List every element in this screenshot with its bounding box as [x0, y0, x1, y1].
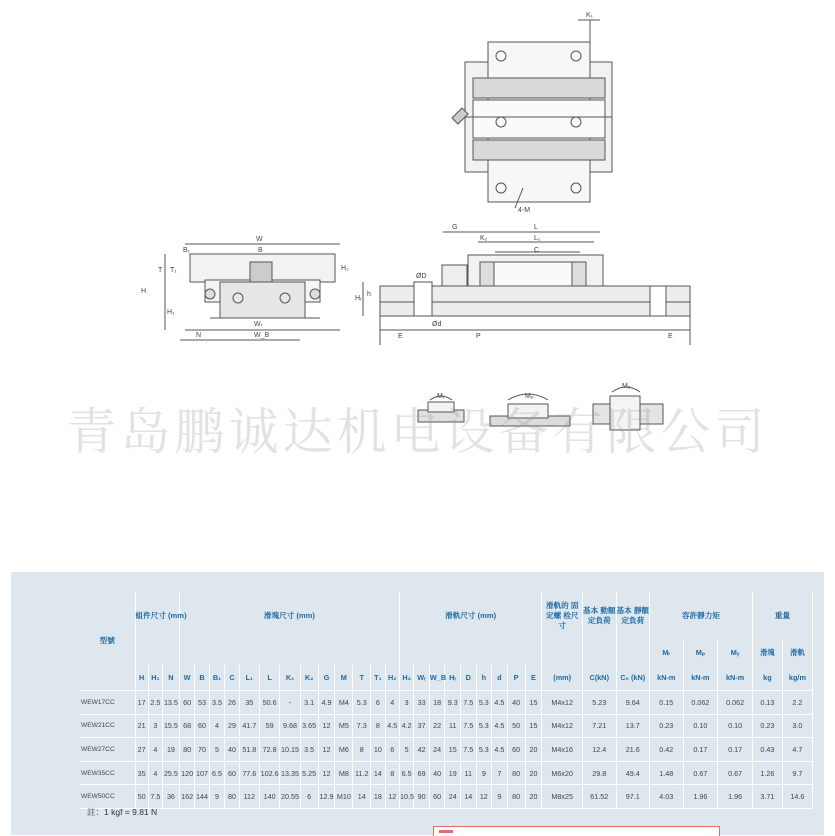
table-cell: 6 — [385, 738, 399, 762]
header-rail: 滑軌尺寸 (mm) — [400, 592, 542, 640]
table-cell: 20.55 — [280, 785, 300, 809]
table-cell: 2.2 — [782, 691, 812, 715]
table-cell: 60 — [179, 691, 195, 715]
model-cell: WEW27CC — [80, 738, 135, 762]
table-cell: 42 — [414, 738, 430, 762]
table-cell: 3 — [400, 691, 414, 715]
header-model: 型號 — [80, 592, 135, 691]
table-cell: 15 — [525, 714, 542, 738]
watermark: 青岛鹏诚达机电设备有限公司 — [66, 403, 769, 461]
table-cell: 11 — [445, 714, 461, 738]
table-cell: 5.3 — [476, 714, 492, 738]
col-header: K₁ — [280, 665, 300, 691]
table-cell: 14 — [353, 785, 371, 809]
table-cell: 77.6 — [239, 761, 259, 785]
label-k1: K₁ — [586, 12, 594, 19]
table-cell: 90 — [414, 785, 430, 809]
label-w: W — [256, 236, 263, 243]
table-cell: 144 — [195, 785, 209, 809]
table-cell: 1.96 — [683, 785, 718, 809]
table-cell: 12 — [318, 761, 335, 785]
table-cell: 10.15 — [280, 738, 300, 762]
col-header: L — [259, 665, 279, 691]
table-cell: 51.8 — [239, 738, 259, 762]
table-cell: 1.96 — [718, 785, 753, 809]
table-cell: 72.8 — [259, 738, 279, 762]
header-stat: 基本 靜額 定負荷 — [616, 592, 650, 640]
label-h: H — [141, 288, 147, 295]
col-header: E — [525, 665, 542, 691]
table-cell: 0.13 — [752, 691, 782, 715]
table-cell: 41.7 — [239, 714, 259, 738]
table-cell: 7.21 — [583, 714, 617, 738]
unit-block-weight: kg — [752, 665, 782, 691]
table-cell: 4.5 — [492, 691, 508, 715]
label-od: ØD — [416, 273, 427, 280]
header-block-weight: 滑塊 — [752, 640, 782, 665]
table-cell: 40 — [429, 761, 445, 785]
table-cell: 8 — [385, 761, 399, 785]
table-cell: 14 — [371, 761, 385, 785]
header-my: Mᵧ — [718, 640, 753, 665]
spec-panel — [11, 572, 824, 835]
table-cell: 12 — [318, 738, 335, 762]
label-h1: H₁ — [167, 309, 175, 316]
table-cell: 80 — [225, 785, 239, 809]
table-cell: 5.3 — [353, 691, 371, 715]
table-cell: 7.5 — [461, 691, 477, 715]
unit-my: kN-m — [718, 665, 753, 691]
label-my: Mᵧ — [622, 383, 631, 390]
label-hole-note: 4-M — [518, 207, 531, 214]
table-cell: 6.5 — [400, 761, 414, 785]
label-hr: Hᵣ — [355, 295, 362, 302]
col-header: d — [492, 665, 508, 691]
top-view-block — [452, 20, 612, 208]
col-header: B — [195, 665, 209, 691]
col-header: H — [135, 665, 148, 691]
table-cell: 4 — [385, 691, 399, 715]
unit-mp: kN-m — [683, 665, 718, 691]
unit-c: C(kN) — [583, 665, 617, 691]
table-cell: 13.35 — [280, 761, 300, 785]
unit-mr: kN-m — [650, 665, 684, 691]
table-cell: 3 — [148, 714, 162, 738]
table-cell: 1.26 — [752, 761, 782, 785]
table-cell: 60 — [507, 738, 525, 762]
table-cell: 0.062 — [683, 691, 718, 715]
spec-body — [80, 691, 813, 809]
table-cell: 0.17 — [718, 738, 753, 762]
col-header: G — [318, 665, 335, 691]
table-cell: 33 — [414, 691, 430, 715]
col-header: L₁ — [239, 665, 259, 691]
table-row — [80, 761, 813, 785]
table-cell: 0.23 — [650, 714, 684, 738]
table-cell: 11.2 — [353, 761, 371, 785]
table-cell: 21 — [135, 714, 148, 738]
table-cell: 29.8 — [583, 761, 617, 785]
table-row — [80, 714, 813, 738]
unit-bolt: (mm) — [542, 665, 583, 691]
table-cell: 4.5 — [492, 714, 508, 738]
table-cell: 0.67 — [718, 761, 753, 785]
header-moment: 容許靜力矩 — [650, 592, 753, 640]
table-cell: M4 — [335, 691, 353, 715]
model-cell: WEW17CC — [80, 691, 135, 715]
table-cell: 12 — [318, 714, 335, 738]
side-view — [363, 232, 690, 345]
col-header: P — [507, 665, 525, 691]
table-cell: 12.9 — [318, 785, 335, 809]
header-mr: Mᵣ — [650, 640, 684, 665]
col-header: K₂ — [300, 665, 318, 691]
table-cell: 3.5 — [209, 691, 225, 715]
table-cell: 50 — [507, 714, 525, 738]
table-cell: 60 — [195, 714, 209, 738]
table-cell: 20 — [525, 785, 542, 809]
col-header: C — [225, 665, 239, 691]
table-cell: 5 — [209, 738, 225, 762]
table-cell: 3.5 — [300, 738, 318, 762]
table-cell: 4 — [148, 761, 162, 785]
table-cell: 80 — [179, 738, 195, 762]
table-cell: 4.9 — [318, 691, 335, 715]
table-cell: 18 — [429, 691, 445, 715]
label-b: B — [258, 247, 263, 254]
table-cell: 24 — [445, 785, 461, 809]
model-cell: WEW35CC — [80, 761, 135, 785]
table-cell: 13.7 — [616, 714, 650, 738]
table-cell: 14.6 — [782, 785, 812, 809]
table-cell: 68 — [179, 714, 195, 738]
table-cell: 12 — [385, 785, 399, 809]
table-cell: 50.6 — [259, 691, 279, 715]
table-cell: 40 — [225, 738, 239, 762]
label-t: T — [158, 267, 163, 274]
table-cell: M6 — [335, 738, 353, 762]
table-cell: 80 — [507, 785, 525, 809]
table-cell: 97.1 — [616, 785, 650, 809]
table-cell: 9.64 — [616, 691, 650, 715]
table-cell: - — [280, 691, 300, 715]
table-cell: 1.48 — [650, 761, 684, 785]
table-cell: 40 — [507, 691, 525, 715]
header-assembly: 組件尺寸 (mm) — [135, 592, 179, 640]
table-cell: 36 — [163, 785, 180, 809]
spec-table — [80, 592, 813, 809]
label-b1: B₁ — [183, 247, 191, 254]
table-cell: 4 — [148, 738, 162, 762]
table-cell: 27 — [135, 738, 148, 762]
table-cell: 102.6 — [259, 761, 279, 785]
table-cell: 61.52 — [583, 785, 617, 809]
table-cell: 5.23 — [583, 691, 617, 715]
table-cell: 3.1 — [300, 691, 318, 715]
table-cell: M4x16 — [542, 738, 583, 762]
col-header: W — [179, 665, 195, 691]
table-row — [80, 691, 813, 715]
table-cell: 49.4 — [616, 761, 650, 785]
col-header: T₁ — [371, 665, 385, 691]
table-cell: 3.71 — [752, 785, 782, 809]
table-cell: 4.5 — [492, 738, 508, 762]
table-cell: 6 — [300, 785, 318, 809]
table-cell: 5 — [400, 738, 414, 762]
table-cell: 8 — [371, 714, 385, 738]
table-cell: 7.5 — [461, 714, 477, 738]
label-k2: K₂ — [480, 235, 488, 242]
table-cell: 8 — [353, 738, 371, 762]
label-wr: Wᵣ — [254, 321, 263, 328]
table-cell: 0.43 — [752, 738, 782, 762]
label-p: P — [476, 333, 481, 340]
label-l: L — [534, 224, 538, 231]
table-cell: 10.5 — [400, 785, 414, 809]
table-cell: 107 — [195, 761, 209, 785]
header-dyn: 基本 動額 定負荷 — [583, 592, 617, 640]
unit-note: 註：1 kgf = 9.81 N — [87, 807, 158, 817]
label-c: C — [534, 247, 540, 254]
label-n: N — [196, 332, 202, 339]
table-cell: 26 — [225, 691, 239, 715]
front-view — [165, 244, 340, 340]
unit-c0: C₀ (kN) — [616, 665, 650, 691]
table-cell: 20 — [525, 761, 542, 785]
table-cell: 0.67 — [683, 761, 718, 785]
table-cell: 13.5 — [163, 691, 180, 715]
table-cell: 12 — [476, 785, 492, 809]
table-cell: 6.5 — [209, 761, 225, 785]
table-cell: 25.5 — [163, 761, 180, 785]
header-weight: 重量 — [752, 592, 812, 640]
col-header: Wᵣ — [414, 665, 430, 691]
table-cell: 50 — [135, 785, 148, 809]
table-cell: 9.3 — [445, 691, 461, 715]
table-cell: 69 — [414, 761, 430, 785]
table-cell: 9.68 — [280, 714, 300, 738]
label-g: G — [452, 224, 458, 231]
table-cell: 7.3 — [353, 714, 371, 738]
table-cell: M5 — [335, 714, 353, 738]
col-header: h — [476, 665, 492, 691]
col-header: M — [335, 665, 353, 691]
col-header: D — [461, 665, 477, 691]
table-cell: 3.0 — [782, 714, 812, 738]
header-mp: Mₚ — [683, 640, 718, 665]
table-cell: 19 — [163, 738, 180, 762]
table-cell: 162 — [179, 785, 195, 809]
table-cell: 0.17 — [683, 738, 718, 762]
table-cell: M6x20 — [542, 761, 583, 785]
table-cell: M8x25 — [542, 785, 583, 809]
table-cell: 9.7 — [782, 761, 812, 785]
header-rail-weight: 滑軌 — [782, 640, 812, 665]
table-cell: 3.65 — [300, 714, 318, 738]
table-cell: 7 — [492, 761, 508, 785]
label-wb: W_B — [254, 332, 270, 339]
table-cell: 0.15 — [650, 691, 684, 715]
label-d: Ød — [432, 321, 442, 328]
header-block: 滑塊尺寸 (mm) — [179, 592, 399, 640]
col-header: Hᵣ — [445, 665, 461, 691]
table-cell: 21.6 — [616, 738, 650, 762]
model-cell: WEW50CC — [80, 785, 135, 809]
label-mp: Mₚ — [525, 393, 534, 400]
label-h2: H₂ — [341, 265, 349, 272]
table-cell: 4.7 — [782, 738, 812, 762]
table-cell: 5.3 — [476, 738, 492, 762]
table-cell: 22 — [429, 714, 445, 738]
table-cell: 4.2 — [400, 714, 414, 738]
table-cell: 5.3 — [476, 691, 492, 715]
label-e2: E — [668, 333, 673, 340]
logo-strip — [433, 826, 720, 836]
col-header: H₁ — [148, 665, 162, 691]
table-cell: 24 — [429, 738, 445, 762]
table-cell: 12.4 — [583, 738, 617, 762]
logo-mark — [439, 830, 453, 833]
table-cell: 5.25 — [300, 761, 318, 785]
table-cell: 7.5 — [461, 738, 477, 762]
table-cell: 53 — [195, 691, 209, 715]
table-cell: 17 — [135, 691, 148, 715]
table-cell: 60 — [429, 785, 445, 809]
label-hh: h — [367, 291, 371, 298]
table-cell: 20 — [525, 738, 542, 762]
table-cell: 35 — [135, 761, 148, 785]
table-cell: 18 — [371, 785, 385, 809]
col-header: H₂ — [385, 665, 399, 691]
table-cell: 70 — [195, 738, 209, 762]
table-cell: 59 — [259, 714, 279, 738]
table-cell: 9 — [476, 761, 492, 785]
label-l1: L₁ — [534, 235, 541, 242]
table-cell: 80 — [507, 761, 525, 785]
table-cell: M8 — [335, 761, 353, 785]
table-cell: 9 — [209, 785, 225, 809]
table-row — [80, 785, 813, 809]
table-cell: 2.5 — [148, 691, 162, 715]
table-cell: M4x12 — [542, 691, 583, 715]
table-cell: M10 — [335, 785, 353, 809]
table-cell: 0.10 — [718, 714, 753, 738]
col-header: W_B — [429, 665, 445, 691]
col-header: B₁ — [209, 665, 225, 691]
table-row — [80, 738, 813, 762]
table-cell: 15 — [525, 691, 542, 715]
table-cell: 140 — [259, 785, 279, 809]
table-cell: 112 — [239, 785, 259, 809]
table-cell: 35 — [239, 691, 259, 715]
table-cell: 15 — [445, 738, 461, 762]
table-cell: 6 — [371, 691, 385, 715]
table-cell: 10 — [371, 738, 385, 762]
table-cell: 4.03 — [650, 785, 684, 809]
table-cell: 7.5 — [148, 785, 162, 809]
label-mr: Mᵣ — [437, 393, 445, 400]
label-e: E — [398, 333, 403, 340]
table-cell: 4 — [209, 714, 225, 738]
col-header: T — [353, 665, 371, 691]
label-t1: T₁ — [170, 267, 177, 274]
table-cell: 11 — [461, 761, 477, 785]
header-bolt: 滑軌的 固定螺 栓尺寸 — [542, 592, 583, 640]
unit-rail-weight: kg/m — [782, 665, 812, 691]
table-cell: 29 — [225, 714, 239, 738]
table-cell: 0.10 — [683, 714, 718, 738]
table-cell: 15.5 — [163, 714, 180, 738]
table-cell: 14 — [461, 785, 477, 809]
col-header: N — [163, 665, 180, 691]
table-cell: 120 — [179, 761, 195, 785]
model-cell: WEW21CC — [80, 714, 135, 738]
col-header: H₃ — [400, 665, 414, 691]
table-cell: 0.062 — [718, 691, 753, 715]
moment-diagrams — [418, 387, 663, 430]
table-cell: 0.23 — [752, 714, 782, 738]
table-cell: 4.5 — [385, 714, 399, 738]
table-cell: 19 — [445, 761, 461, 785]
table-cell: 37 — [414, 714, 430, 738]
table-cell: M4x12 — [542, 714, 583, 738]
table-cell: 0.42 — [650, 738, 684, 762]
table-cell: 9 — [492, 785, 508, 809]
table-cell: 60 — [225, 761, 239, 785]
